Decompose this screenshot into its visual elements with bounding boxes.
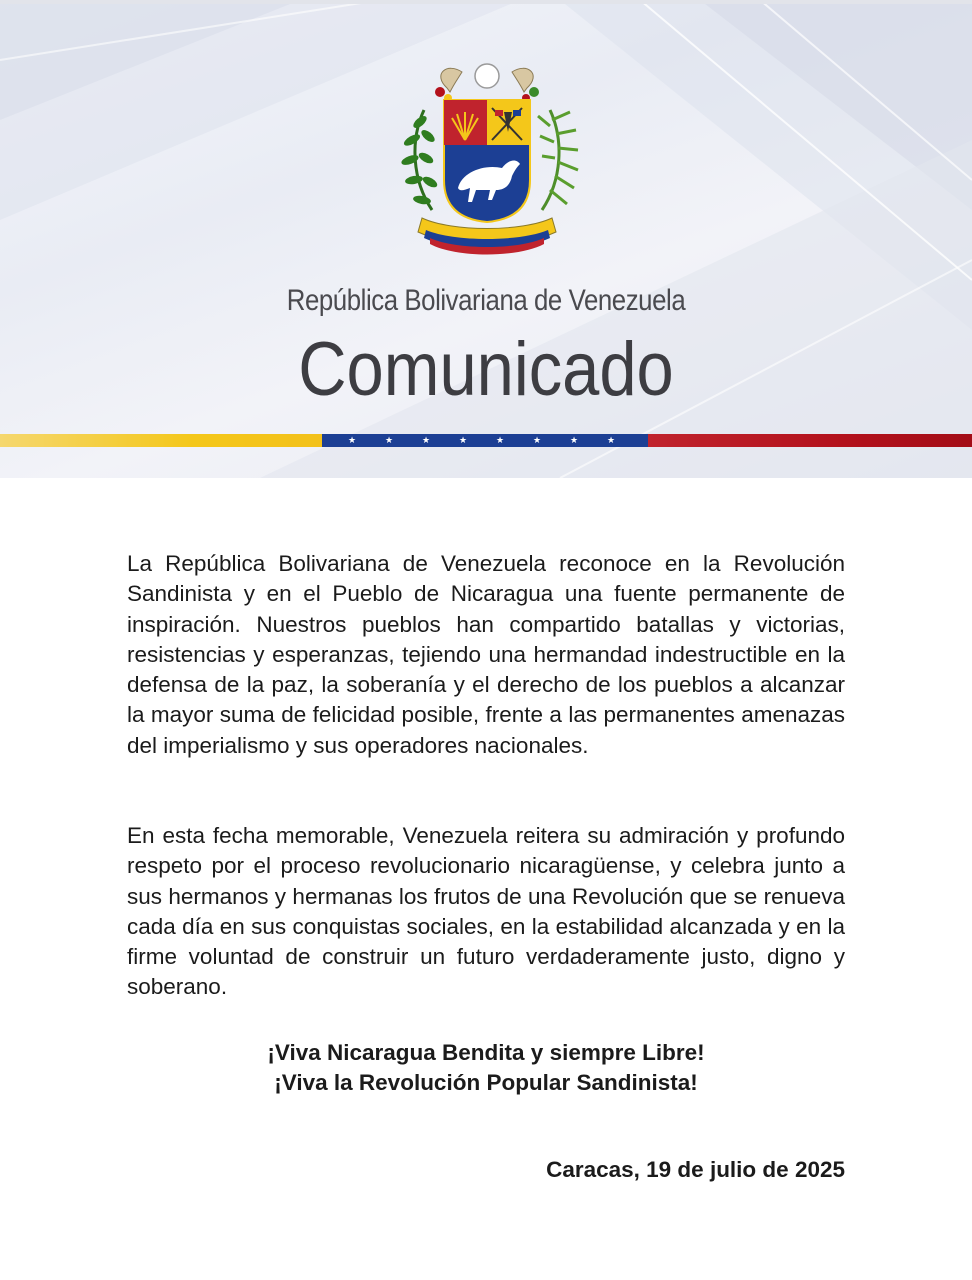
slogan-2: ¡Viva la Revolución Popular Sandinista! <box>274 1070 698 1095</box>
dateline: Caracas, 19 de julio de 2025 <box>546 1157 845 1182</box>
body-paragraph-2: En esta fecha memorable, Venezuela reitera su admiración y profundo respeto por el proceso revolucionario nicaragüense, y celebra junto a sus hermanos y hermanas los frutos de una Revolución que se renueva cada día en sus conquistas sociales, en la estabilidad alcanzada y en la firme voluntad de construir un futuro verdaderamente justo, digno y soberano. <box>127 823 845 1000</box>
flag-yellow-band <box>0 434 322 447</box>
body-paragraph-1: La República Bolivariana de Venezuela reconoce en la Revolución Sandinista y en el Pueblo de Nicaragua una fuente permanente de inspiración. Nuestros pueblos han compartido batallas y victorias, resistencias y esperanzas, tejiendo una hermandad indestructible en la defensa de la paz, la soberanía y el derecho de los pueblos a alcanzar la mayor suma de felicidad posible, frente a las permanentes amenazas del imperialismo y sus operadores nacionales. <box>127 551 845 758</box>
star-icon: ★ <box>348 435 357 445</box>
slogans <box>0 1038 972 1098</box>
star-icon: ★ <box>496 435 505 445</box>
coat-of-arms-icon <box>392 60 582 270</box>
star-icon: ★ <box>459 435 468 445</box>
slogan-1: ¡Viva Nicaragua Bendita y siempre Libre! <box>267 1040 705 1065</box>
star-icon: ★ <box>422 435 431 445</box>
star-icon: ★ <box>570 435 579 445</box>
header-banner <box>0 0 972 478</box>
star-icon: ★ <box>533 435 542 445</box>
country-name: República Bolivariana de Venezuela <box>286 284 686 317</box>
flag-blue-band <box>322 434 648 447</box>
star-icon: ★ <box>607 435 616 445</box>
page-title: Comunicado <box>298 327 674 412</box>
flag-red-band <box>648 434 972 447</box>
flag-stripe <box>0 434 972 447</box>
star-icon: ★ <box>385 435 394 445</box>
